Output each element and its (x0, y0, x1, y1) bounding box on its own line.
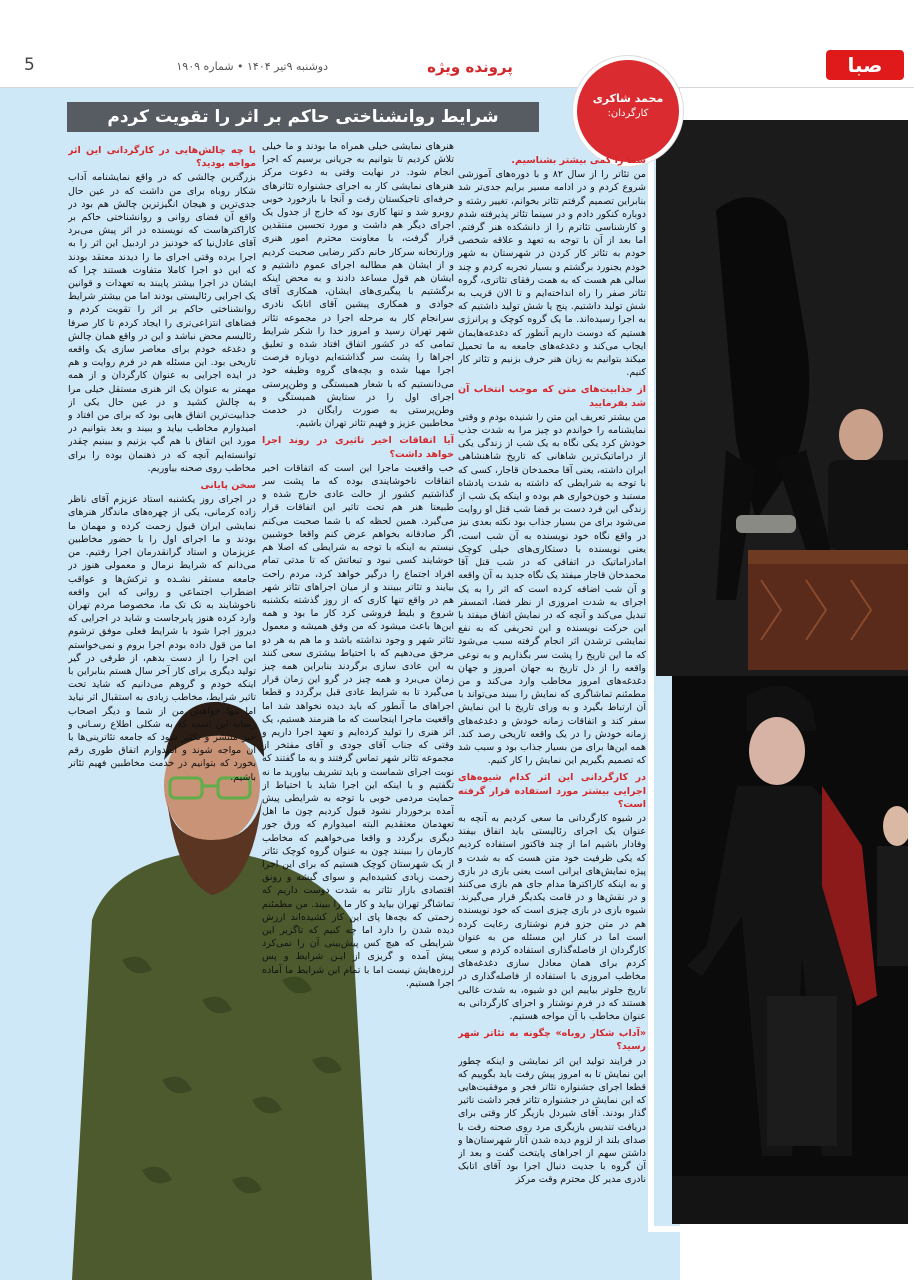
article-column-right (458, 150, 646, 1230)
interviewee-name: محمد شاکری (592, 92, 664, 105)
interviewee-role: کارگردان: (607, 108, 649, 119)
answer-paragraph: من تئاتر را از سال ۸۲ و با دوره‌های آموزشی شروع کردم و در ادامه مسیر برایم جدی‌تر شد بنابراین تصمیم گرفتم تئاتر بخوانم، تغییر رشته و دوباره کنکور دادم و در سینما تئاتر پذیرفته شدم و کارشناسی تئاترم را از دانشکده هنر گرفتم. اما بعد از آن با توجه به تعهد و علاقه شخصی خودم به تئاتر کار کردن در شهرستان به شهر خودم بجنورد برگشتم و بسیار تجربه کردم و چند سالی هم هست که به همت رفقای تئاتری، گروه تئاتر صفر را راه انداخته‌ایم و تا الان قریب به شش تولید داشتیم. پنج یا شش تولید داشتیم که به اجرا رسیده‌اند. ما یک گروه کوچک و پرانرژی هستیم که دوست داریم آنطور که دغدغه‌هایمان ایجاب می‌کند و دغدغه‌های جامعه به ما تحمیل میکند بتوانیم به زبان هنر حرف بزنیم و تئاتر کار کنیم. (458, 169, 646, 379)
stage-scene-illustration (656, 120, 914, 676)
question-heading: سخن پایانی (200, 480, 256, 492)
question-heading: با چه چالش‌هایی در کارگردانی این اثر مواجه بودید؟ (68, 145, 256, 170)
page-number: 5 (24, 55, 35, 75)
question-heading: از جذابیت‌های متن که موجب انتخاب آن شد بفرمایید (458, 384, 646, 409)
question-heading: «آداب شکار روباه» چگونه به تئاتر شهر رسید؟ (458, 1028, 646, 1053)
answer-paragraph: بزرگترین چالشی که در واقع نمایشنامه آداب شکار روباه برای من داشت که در عین حال جدی‌ترین و هیجان انگیزترین چالش هم بود در واقع آن فضای روانی و روانشناختی حاکم بر کاراکترهاست که نویسنده در اثر پیش می‌برد آقای عادل‌نیا که خودنیز در اردبیل این اثر را به اجرا برده وقتی اجرای ما را دیدند معتقد بودند که این دو اجرا کاملا متفاوت هستند چرا که ایشان در اجرا بیشتر پایبند به تعهدات و قوانین یک اجرایی رئالیستی بودند اما من بیشتر شرایط روانشناختی حاکم بر اثر را تقویت کردم و فضاهای انتزاعی‌تری را ایجاد کردم تا کار صرفا رئالیسم محض نباشد و این در واقع همان چالش و دغدغه خودم برای معاصر سازی یک واقعه تاریخی بود. این مسئله هم در فرم روایت و هم در ایده اجرایی به عنوان کارگردان و از همه مهمتر به عنوان یک اثر هنری مستقل خیلی مرا به چالش کشید و در عین حال یکی از جذابیت‌ترین اتفاق هایی بود که برای من افتاد و امیدوارم مخاطب بیاید و ببیند و بعد بتوانیم در مورد این اتفاق با هم گپ بزنیم و ببینیم چقدر توانسته‌ایم آنچه که در ذهنمان بوده را برای مخاطب روی صحنه بیاوریم. (68, 172, 256, 474)
answer-paragraph: در شیوه کارگردانی ما سعی کردیم به آنچه به عنوان یک اجرای رئالیستی باید اتفاق بیفتد وفادار باشیم اما از چند فاکتور استفاده کردیم که یکی ظرفیت خود متن هست که به شدت و پیژه نمایش‌های ایرانی است یعنی بازی در بازی و به اینکه کاراکترها مدام جای هم بازی می‌کنند و در نقش‌ها و در قامت یکدیگر قرار می‌گیرند. شیوه بازی در بازی چیزی است که خود نویسنده هم در متن جزو فرم نوشتاری رعایت کرده است اما در کنار این مسئله من به عنوان کارگردان از فاصله‌گذاری استفاده کردم و سعی کردم برای همان معادل سازی دغدغه‌های مخاطب امروزی با استفاده از فاصله‌گذاری در تاریخ جلوتر بیاییم این دو شیوه، به شدت غالبی هستند که در فرم نوشتار و اجرای کارگردانی به عنوان مخاطب با آن مواجه هستیم. (458, 812, 646, 1022)
answer-paragraph: در اجرای روز یکشنبه استاد عزیزم آقای ناظر زاده کرمانی، یکی از چهره‌های ماندگار هنرهای نمایشی ایران قبول زحمت کرده و مهمان ما بودند و ما اجرای اول را با حضور مخاطبین عزیزمان و استاد گرانقدرمان اجرا رفتیم. من می‌دانم که شرایط نرمال و معمولی هنوز در جامعه مستقر نشـده و ترکش‌ها و عواقب اضطراب اجتماعی و روانی که این واقعه ناخوشایند به تک تک ما، مخصوصا مردم تهران وارد کرده هنوز پابرجاست و شاید در اجرایی که دیروز اجرا شود با شرایط فعلی موفق ترشوم اما من قول داده بودم اجرا بروم و نمی‌خواستم این اجرا را از دست بدهم، از طرفی در گیر تولید دیگری برای کار آخر سال هستم بنابراین با اینکه خودم و گروهم می‌دانیم که شاید تحت تاثیر شرایط، مخاطب زیادی به استقبال اثر نیاید اما تنها خواهش من از شما و دیگر اصحاب رسانه این است که به شکلی اطلاع رسـانی و خبر منتشر و تکثیر شود که جامعه تئاترینی‌ها با آن مواجه شوند و امیدوارم اتفاق طوری رقم بخورد که بتوانیم در خدمت مخاطبین فهیم تئاتر باشیم. (68, 494, 256, 783)
section-label: پرونده ویژه (427, 58, 513, 76)
question-heading: در کارگردانی این اثر کدام شیوه‌های اجرایی بیشتر مورد استفاده قرار گرفته است؟ (458, 772, 646, 810)
answer-paragraph: خب واقعیت ماجرا این است که اتفاقات اخیر اتفاقات ناخوشایندی بوده که ما پشت سر گذاشتیم کشور از حالت عادی خارج شده و طبیعتا هنر هم تحت تاثیر این اتفاقات قرار می‌گیرد. همین لحظه که با شما صحبت می‌کنم اگر صادقانه بخواهم عرض کنم واقعا خوشبین نیستم به اینکه با توجه به شرایطی که اصلا هم خوشایند کسی نبود و تبعاتش که تا مدتی تمام افراد اجتماع را درگیر خواهد کرد، مردم راحت بیایند و تئاتر ببینند و از میان اجراهای تئاتر شهر هم در واقع تنها کاری که از روز گذشته بکشنبه شروع و بلیط فروشی کرد کار ما بود و همه این‌ها باعث میشود که من وفق همیشه و معمول تئاتر شهر و وجود نداشته باشد و ما هم به هر دو مرحق می‌دهیم که با احتیاط بیشتری سعی کنند به این عادی سازی برگردند بنابراین همه چیز زمان می‌برد و همه چیز در گرو این زمان قرار می‌گیرد تا به شرایط عادی قبل برگردد و قطعا اجراهای ما آنطور که باید دیده نخواهد شد اما واقعیت ماجرا اینجاست که ما هنرمند هستیم، یک اثر هنری را تولید کرده‌ایم و تعهد اجرا داریم و وقتی که جناب آقای جودی و آقای مفتخر از مجموعه تئاتر شهر تماس گرفتند و به ما گفتند که نوبت اجرای شماست و باید تشریف بیاورید ما نه تگفتیم و با اینکه این اجرا شاید با احتیاط از حمایت مردمی خوبی با توجه به شرایطی پیش آمده برخوردار نشود قبول کردیم چون ما اهل تعهدمان معتقدیم البته امیدوارم که ورق جور دیگری برگردد و واقعا می‌خواهیم که مخاطب کارمان را ببینند چون به عنوان گروه کوچک تئاتر از یک شهرستان کوچک هستیم که برای این اجرا زحمت زیادی کشیده‌ایم و سوای گیشه و رونق اقتصادی بازار تئاتر به شدت دوست داریم که تماشاگر تهران بیاید و کار ما را ببیند. من مطمئنم زحمتی که بچه‌ها پای این کار کشیده‌اند ارزش دیده شدن را دارد اما چه کنیم که تاگزیر این شرایطی که هیچ کس پیش‌بینی آن را نمی‌کرد پیش آمده و گریزی از ایـن شرایط و پس لرزه‌هایش نیست اما با تمام این شرایط ما آماده اجرا هستیم. (262, 462, 454, 989)
answer-paragraph: در فرایند تولید این اثر نمایشی و اینکه چطور این نمایش تا به امروز پیش رفت باید بگوییم که قطعا اجرای جشنواره تئاتر فجر و موفقیت‌هایی که این نمایش در جشنواره تئاتر فجر داشت تاثیر گذار بودند. آقای شیردل بازیگر کار وقتی برای دریافت تندیس بازیگری مرد روی صحنه رفت با صدای بلند از لزوم دیده شدن آثار شهرستان‌ها و داشتن سهم از اجراهای پایتخت گفت و بعد از آن گروه با جدیت دنبال اجرا بود آقای اتابک نادری مدیر کل محترم وقت مرکز (458, 1055, 646, 1186)
answer-paragraph: هنرهای نمایشی خیلی همراه ما بودند و ما خیلی تلاش کردیم تا بتوانیم به جریانی برسیم که اجرا انجام شود. در نهایت وقتی به دعوت مرکز هنرهای نمایشی کار به اجرای جشنواره تئاترهای حرفه‌ای تاجیکستان رفت و آنجا با بازخورد خوبی روبرو شد و تنها کاری بود که خارج از جدول یک اجرای دیگر هم داشت و مورد تحسین منتقدین قرار گرفت، با معاونت محترم امور هنری وزارتخانه سرکار خانم دکتر رضایی صحبت کردیم و از ایشان هم مطالبه اجرای عموم داشتیم و ایشان هم قول مساعد دادند و به محض اینکه برگشتیم با پیگیری‌های ایشان، همکاری آقای جوادی و همکاری پیشین آقای اتابک نادری سرانجام کار به مرحله اجرا در مجموعه تئاتر شهر تهران رسید و امروز خدا را شکر شرایط تمامی که در کشور اتفاق افتاد شده و تعلیق اجراها را پشت سر گذاشته‌ایم دوباره فرصت اجرا مهیا شده و بچه‌های گروه وظیفه خود می‌دانستیم که با شعار همبستگی و وطن‌پرستی اجرای اول را در ستایش همبستگی و وطن‌پرستی به صورت رایگان در خدمت مخاطبین عزیز و فهیم تئاتر تهران باشیم. (262, 141, 454, 430)
page-header (0, 0, 914, 88)
answer-paragraph: من بیشتر تعریف این متن را شنیده بودم و وقتی نمایشنامه را خواندم دو چیز مرا به شدت جذب خودش کرد یکی نگاه به یک شب از زندگی یکی از دراماتیک‌ترین شاهانی که تاریخ شاهنشاهی ایران داشته، یعنی آقا محمدخان قاجار، کسی که با توجه به شرایطی که داشته به شدت پادشاه مستبد و خون‌خواری هم بوده و اینکه یک شب از زندگی این فرد دست بر قضا شب قتل او روایت می‌شود برای من بسیار جذاب بود نکته بعدی نیز در واقع نگاه خود نویسنده به آن شب است، یعنی نویسنده با دستکاری‌های خیلی کوچک امادراماتیک در اتفاقی که در شب قتل آقا محمدخان قاجار میفتد یک نگاه جدید به آن واقعه و آن شب اضافه کرده است که اثر را به یک اجرای به شدت امروزی از نظر فضا، اتمسفر تبدیل می‌کند و آنچه که در نمایش اتفاق میفتد با این حرکت نویسنده و این تحریفی که به نفع نمایشی ترشدن اثر انجام گرفته سبب می‌شود که ما این تاریخ را پشت سر بگذاریم و به نوعی واقعه را از دل تاریخ به جهان امروز و جهان دغدغه‌های امروز مخاطب وارد می‌کند و من مطمئنم تماشاگری که نمایش را ببیند می‌تواند با آن ارتباط بگیرد و به ورای تاریخ با این نمایش سفر کند و اتفاقات زمانه خودش و دغدغه‌های زمانه خودش را در یک واقعه تاریخی رصد کند. همه این‌ها برای من بسیار جذاب بود و سبب شد که تصمیم بگیریم این نمایش را کار کنیم. (458, 411, 646, 767)
stage-photo-top (656, 120, 914, 676)
headline: شرایط روانشناختی حاکم بر اثر را تقویت کردم (67, 102, 539, 132)
article-column-middle (262, 140, 454, 1225)
question-heading: آیا اتفاقات اخیر تاثیری در روند اجرا خواهد داشت؟ (262, 435, 454, 460)
magazine-logo: صبا (826, 50, 904, 80)
issue-info: دوشنبه ۹تیر ۱۴۰۴ • شماره ۱۹۰۹ (176, 60, 328, 73)
actor-illustration (672, 676, 914, 1224)
question-heading: شما را کمی بیشتر بشناسیم. (511, 155, 646, 166)
stage-photo-bottom (672, 676, 914, 1224)
article-column-left (68, 140, 256, 840)
